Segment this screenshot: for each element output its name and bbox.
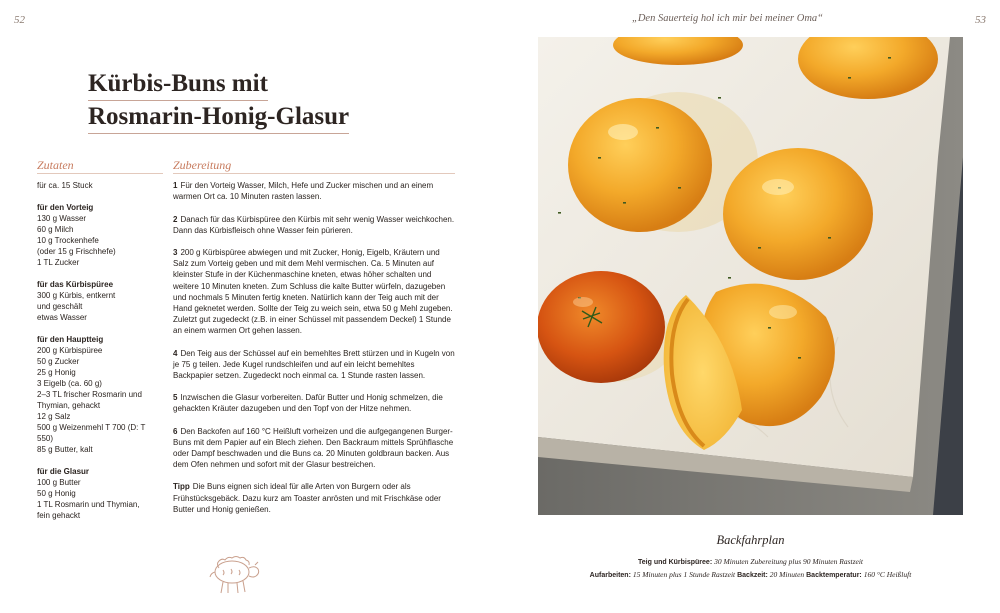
- ingredient-item: 1 TL Zucker: [37, 258, 80, 267]
- bake-schedule: [538, 533, 963, 582]
- bake-value: 160 °C Heißluft: [863, 570, 912, 579]
- bake-label: Backzeit:: [737, 572, 768, 579]
- tip-label: Tipp: [173, 482, 190, 492]
- ingredient-item: 60 g Milch: [37, 225, 74, 234]
- step-number: 4: [173, 348, 178, 358]
- step-number: 1: [173, 181, 178, 191]
- ingredients-heading: Zutaten: [37, 160, 163, 174]
- ingredient-item: 130 g Wasser: [37, 214, 87, 223]
- tip-text: Die Buns eignen sich ideal für alle Arten von Burgern oder als Frühstücksgebäck. Dazu kurz am Toaster anrösten und mit Frischkäse oder Butter und Honig genießen.: [173, 482, 441, 514]
- running-head: „Den Sauerteig hol ich mir bei meiner Oma“: [632, 13, 824, 24]
- step-text: Den Backofen auf 160 °C Heißluft vorheizen und die aufgegangenen Burger-Buns mit dem Papier auf ein Blech ziehen. Den Backraum mittels Sprühflasche oder Dampf beschwaden und die Buns ca. 20 Minuten goldbraun backen. Aus dem Ofen nehmen und sofort mit der Glasur bestreichen.: [173, 426, 454, 470]
- step-text: Den Teig aus der Schüssel auf ein bemehltes Brett stürzen und in Kugeln von je 75 g teilen. Jede Kugel rundschleifen und auf ein leicht bemehltes Backpapier setzen. Zugedeckt noch einmal ca. 1 Stunde rasten lassen.: [173, 348, 455, 381]
- step-number: 3: [173, 248, 178, 258]
- recipe-title: [88, 68, 378, 134]
- method-step: [173, 392, 455, 414]
- ingredient-group-heading: für den Vorteig: [37, 203, 94, 212]
- page-number-right: 53: [975, 14, 986, 26]
- ingredient-item: 100 g Butter: [37, 478, 81, 487]
- step-text: Für den Vorteig Wasser, Milch, Hefe und Zucker mischen und an einem warmen Ort ca. 10 Minuten rasten lassen.: [173, 181, 434, 202]
- title-line-1: Kürbis-Buns mit: [88, 68, 268, 101]
- ingredient-item: 300 g Kürbis, entkernt: [37, 291, 116, 300]
- ingredient-item: 10 g Trockenhefe: [37, 236, 99, 245]
- ingredient-item: 85 g Butter, kalt: [37, 445, 93, 454]
- ingredient-item: 25 g Honig: [37, 368, 76, 377]
- tip: [173, 481, 455, 515]
- method-step: [173, 214, 455, 236]
- ingredient-item: 3 Eigelb (ca. 60 g): [37, 379, 102, 388]
- method-step: [173, 247, 455, 337]
- method-step: [173, 426, 455, 471]
- bake-schedule-line-2: [538, 569, 963, 582]
- step-number: 6: [173, 426, 178, 436]
- ingredient-item: 50 g Honig: [37, 489, 76, 498]
- ingredient-group-heading: für den Hauptteig: [37, 335, 104, 344]
- step-number: 2: [173, 214, 178, 224]
- method-heading: Zubereitung: [173, 160, 455, 174]
- page-number-left: 52: [14, 14, 25, 26]
- ingredient-item: 2–3 TL frischer Rosmarin und: [37, 390, 142, 399]
- ingredients-column: [37, 160, 163, 532]
- yield: für ca. 15 Stuck: [37, 181, 93, 190]
- ingredient-item: und geschält: [37, 302, 83, 311]
- ingredient-item: etwas Wasser: [37, 313, 87, 322]
- bake-value: 30 Minuten Zubereitung plus 90 Minuten Rastzeit: [714, 557, 863, 566]
- buns-photo-image: [538, 37, 963, 515]
- ingredient-item: 1 TL Rosmarin und Thymian,: [37, 500, 140, 509]
- ingredient-group-heading: für das Kürbispüree: [37, 280, 114, 289]
- bake-label: Teig und Kürbispüree:: [638, 559, 713, 566]
- method-step: [173, 348, 455, 382]
- ingredient-group-heading: für die Glasur: [37, 467, 90, 476]
- bake-value: 15 Minuten plus 1 Stunde Rastzeit: [632, 570, 736, 579]
- sheep-illustration-icon: [205, 552, 261, 596]
- bake-value: 20 Minuten: [769, 570, 805, 579]
- ingredient-item: 200 g Kürbispüree: [37, 346, 103, 355]
- step-number: 5: [173, 393, 178, 403]
- bake-schedule-title: Backfahrplan: [716, 533, 785, 547]
- method-step: [173, 180, 455, 202]
- ingredient-group: [37, 466, 163, 521]
- buns-photo: [538, 37, 963, 515]
- ingredient-item: fein gehackt: [37, 511, 81, 520]
- ingredient-item: 50 g Zucker: [37, 357, 80, 366]
- ingredient-group: [37, 334, 163, 455]
- bake-label: Aufarbeiten:: [589, 572, 631, 579]
- ingredient-item: 12 g Salz: [37, 412, 71, 421]
- yield-note: [37, 180, 163, 191]
- step-text: Inzwischen die Glasur vorbereiten. Dafür Butter und Honig schmelzen, die gehackten Kräuter dazugeben und den Topf von der Hitze nehmen.: [173, 393, 443, 414]
- ingredient-item: 500 g Weizenmehl T 700 (D: T 550): [37, 423, 146, 443]
- ingredient-group: [37, 279, 163, 323]
- bake-label: Backtemperatur:: [806, 572, 862, 579]
- step-text: Danach für das Kürbispüree den Kürbis mit sehr wenig Wasser weichkochen. Dann das Kürbisfleisch ohne Wasser fein pürieren.: [173, 214, 455, 235]
- step-text: 200 g Kürbispüree abwiegen und mit Zucker, Honig, Eigelb, Kräutern und Salz zum Vorteig geben und mit dem Mehl vermischen. Ca. 5 Minuten auf kleinster Stufe in der Küchenmaschine kneten, etwas höher schalten und weitere 10 Minuten kneten. Zum Schluss die kalte Butter würfeln, dazugeben und nochmals 5 Minuten fertig kneten. Natürlich kann der Teig auch mit der Hand geknetet werden. Sollte der Teig zu weich sein, etwa 50 g Mehl zugeben. Zuletzt gut zugedeckt (z.B. in einer Schüssel mit passendem Deckel) 1 Stunde an einem warmen Ort gehen lassen.: [173, 248, 453, 336]
- title-line-2: Rosmarin-Honig-Glasur: [88, 101, 349, 134]
- ingredient-item: Thymian, gehackt: [37, 401, 101, 410]
- ingredient-group: [37, 202, 163, 268]
- ingredient-item: (oder 15 g Frischhefe): [37, 247, 116, 256]
- method-column: [173, 160, 455, 526]
- bake-schedule-line-1: [538, 556, 963, 569]
